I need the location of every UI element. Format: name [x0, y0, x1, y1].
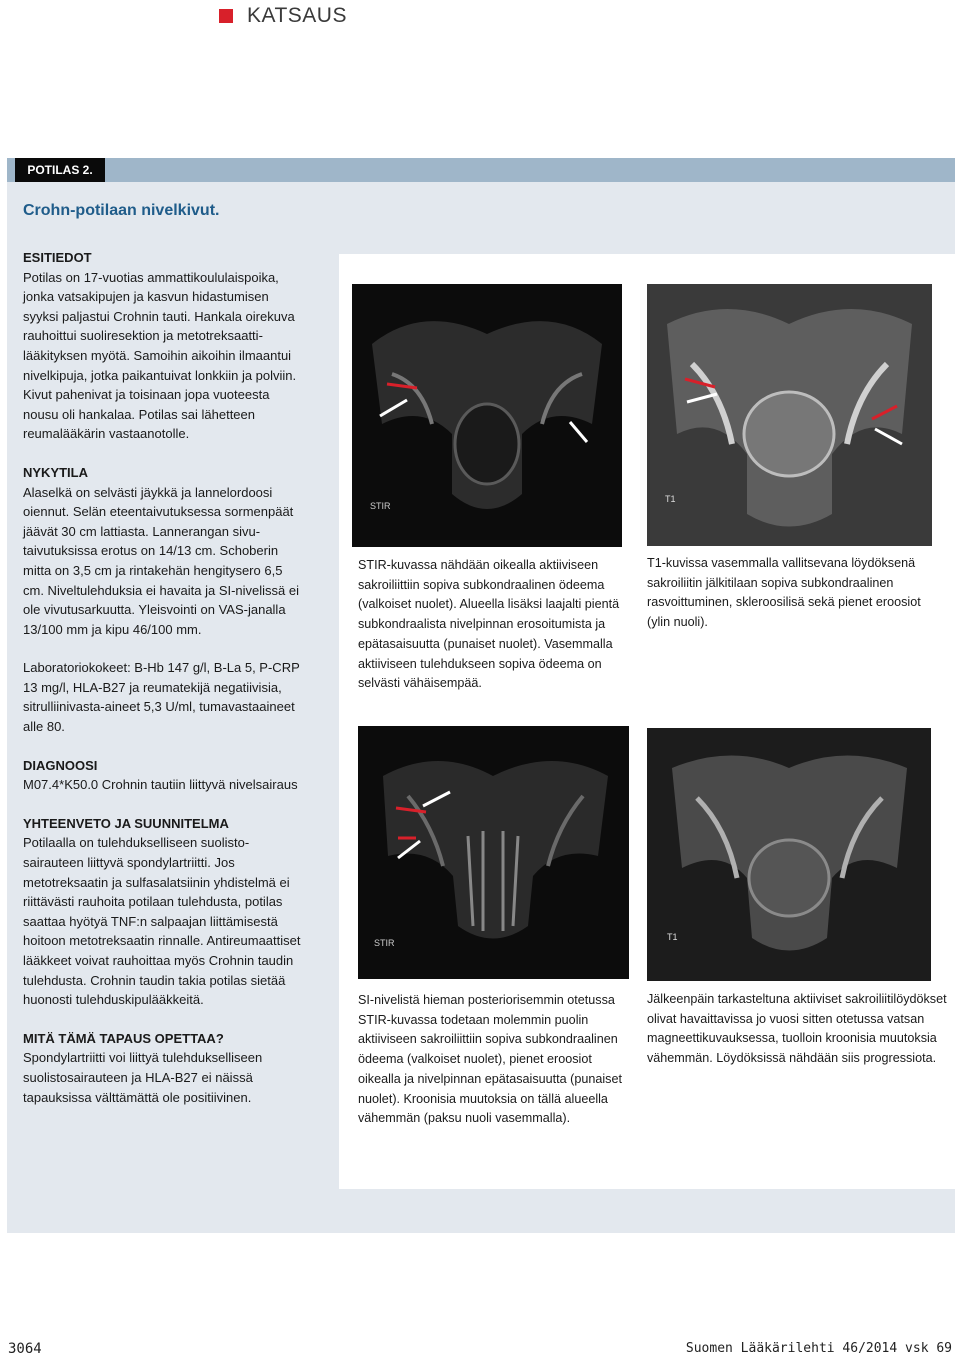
image-label-t1-1: T1: [665, 494, 676, 504]
image-label-t1-2: T1: [667, 932, 678, 942]
caption-image-1: STIR-kuvassa nähdään oikealla aktiiviseen sakroiliittiin sopiva subkondraalinen ödeema (valkoiset nuolet). Alueella lisäksi laajalti pientä subkondraalista nivelpinnan erosoitumista ja epätasaisuutta (punaiset nuolet). Vasemmalla aktiiviseen tulehdukseen sopiva ödeema on selvästi vähäisempää.: [358, 558, 620, 691]
caption-image-4: Jälkeenpäin tarkasteltuna aktiiviset sakroiliitilöydökset olivat havaittavissa jo vuosi sitten otetussa vatsan magneettikuvauksessa, tuolloin kroonisia muutoksia vähemmän. Löydöksissä nähdään siis progressiota.: [647, 992, 947, 1066]
image-panel: [339, 254, 960, 1189]
mri-image-t1-1: [647, 284, 932, 546]
section-heading-esitiedot: ESITIEDOT: [23, 250, 92, 265]
section-body-esitiedot: Potilas on 17-vuotias ammattikoululaispoika, jonka vatsakipujen ja kasvun hidastumisen syyksi paljastui Crohnin tauti. Hankala oirekuva rauhoittui suoliresektion ja metotreksaattilääkityksen myötä. Samoihin aikoihin ilmaantui nivelkipuja, jotka paikantuivat lonkkiin ja polviin. Kivut pahenivat ja toisinaan jopa vuoteesta nousu oli hankalaa. Potilas sai lähetteen reumalääkärin vastaanotolle.: [23, 269, 297, 442]
mri-image-stir-1: [352, 284, 622, 547]
mri-image-t1-2: [647, 728, 931, 981]
caption-image-2: T1-kuvissa vasemmalla vallitsevana löydöksenä sakroiliitin jälkitilaan sopiva subkondraalinen rasvoittuminen, skleroosilisä sekä pienet eroosiot (ylin nuoli).: [647, 556, 921, 630]
section-body-opetus: Spondylartriitti voi liittyä tulehdukselliseen suolistosairauteen ja HLA-B27 ei näissä tapauksissa välttämättä ole positiivinen.: [23, 1050, 263, 1105]
section-heading-diagnoosi: DIAGNOOSI: [23, 757, 98, 773]
mri-image-stir-2: [358, 726, 629, 979]
caption-image-3: SI-nivelistä hieman posteriorisemmin otetussa STIR-kuvassa todetaan molemmin puolin aktiiviseen sakroiliittiin sopiva subkondraalinen ödeema (valkoiset nuolet), pienet eroosiot oikealla ja nivelpinnan epätasaisuutta (punaiset nuolet). Kroonisia muutoksia on tällä alueella vähemmän (paksu nuoli vasemmalla).: [358, 993, 622, 1126]
case-title: Crohn-potilaan nivelkivut.: [23, 202, 220, 219]
section-body-laboratorio: Laboratoriokokeet: B-Hb 147 g/l, B-La 5, P-CRP 13 mg/l, HLA-B27 ja reumatekijä negatiivisia, sitrulliinivasta-aineet 5,3 U/ml, tumavastaaineet alle 80.: [23, 660, 300, 735]
image-label-stir-1: STIR: [370, 501, 391, 511]
section-body-diagnoosi: M07.4*K50.0 Crohnin tautiin liittyvä nivelsairaus: [23, 777, 298, 793]
case-tab: POTILAS 2.: [15, 158, 105, 182]
section-heading-opetus: MITÄ TÄMÄ TAPAUS OPETTAA?: [23, 1030, 224, 1046]
case-tab-bar: [7, 158, 955, 182]
journal-footer: Suomen Lääkärilehti 46/2014 vsk 69: [685, 1341, 952, 1356]
page-number: 3064: [8, 1341, 42, 1357]
section-title: KATSAUS: [247, 4, 347, 27]
section-heading-nykytila: NYKYTILA: [23, 464, 88, 480]
section-heading-yhteenveto: YHTEENVETO JA SUUNNITELMA: [23, 815, 229, 831]
case-box: [7, 158, 955, 1233]
section-body-yhteenveto: Potilaalla on tulehdukselliseen suolistosairauteen liittyvä spondylartriitti. Jos metotreksaatin ja sulfasalatsiinin yhdistelmä ei riittävästi rauhoita potilaan tulehdusta, potilas saattaa hyötyä TNF:n salpaajan liittämisestä hoitoon metotreksaatin rinnalle. Antireumaattiset lääkkeet voivat rauhoittaa myös Crohnin taudin tulehdusta. Crohnin taudin takia potilas sietää huonosti tulehduskipulääkkeitä.: [23, 835, 301, 1008]
section-body-nykytila: Alaselkä on selvästi jäykkä ja lannelordoosi oiennut. Selän eteentaivutuksessa sormenpäät jäävät 30 cm lattiasta. Lannerangan sivutaivutuksissa erotus on 14/13 cm. Schoberin mitta on 3,5 cm ja rintakehän hengitysero 6,5 cm. Niveltulehduksia ei havaita ja SI-nivelissä ei ole vivutusarkuutta. Yleisvointi on VAS-janalla 13/100 mm ja kipu 46/100 mm.: [23, 484, 300, 637]
case-text-column: [23, 248, 303, 1107]
section-marker-square: [219, 9, 233, 23]
image-label-stir-2: STIR: [374, 938, 395, 948]
section-header: [219, 4, 347, 28]
